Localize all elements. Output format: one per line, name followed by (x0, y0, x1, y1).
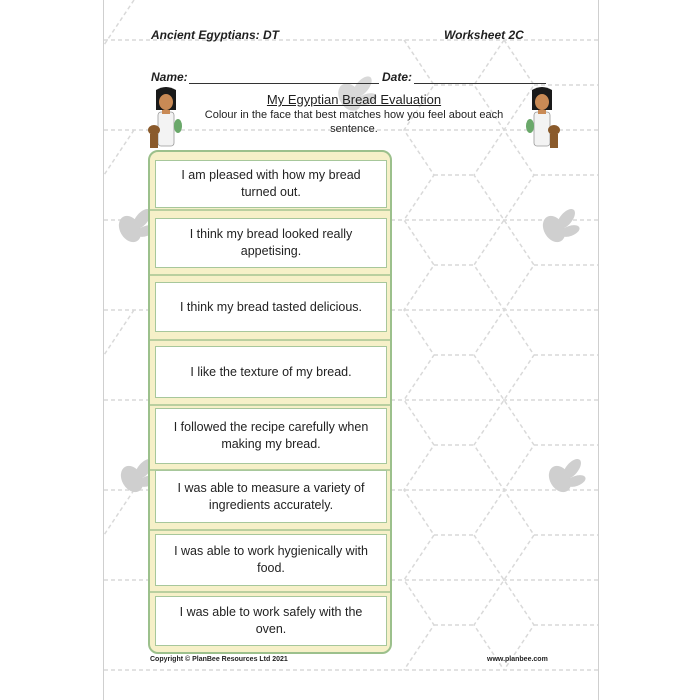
date-field[interactable] (414, 83, 546, 84)
statement-card: I like the texture of my bread. (155, 346, 387, 398)
topic-heading: Ancient Egyptians: DT (151, 28, 280, 42)
statement-board (148, 150, 392, 654)
page-title: My Egyptian Bread Evaluation (266, 92, 442, 107)
statement-card: I think my bread looked really appetising. (155, 218, 387, 268)
statement-card: I was able to work hygienically with food. (155, 534, 387, 586)
statement-card: I followed the recipe carefully when making my bread. (155, 408, 387, 464)
instructions: Colour in the face that best matches how you feel about each sentence. (204, 109, 504, 135)
copyright-text: Copyright © PlanBee Resources Ltd 2021 (150, 656, 288, 663)
egyptian-figure-icon (524, 86, 560, 156)
statement-card: I was able to work safely with the oven. (155, 596, 387, 646)
statement-card: I am pleased with how my bread turned out. (155, 160, 387, 208)
fly-watermark-icon (540, 455, 588, 495)
name-field[interactable] (189, 83, 379, 84)
statement-card: I think my bread tasted delicious. (155, 282, 387, 332)
website-link[interactable]: www.planbee.com (487, 656, 548, 663)
date-label: Date: (382, 70, 413, 84)
egyptian-figure-icon (148, 86, 184, 156)
name-label: Name: (151, 70, 188, 84)
statement-card: I was able to measure a variety of ingredients accurately. (155, 470, 387, 523)
worksheet-page (103, 0, 599, 700)
worksheet-number: Worksheet 2C (444, 28, 524, 42)
fly-watermark-icon (534, 205, 582, 245)
